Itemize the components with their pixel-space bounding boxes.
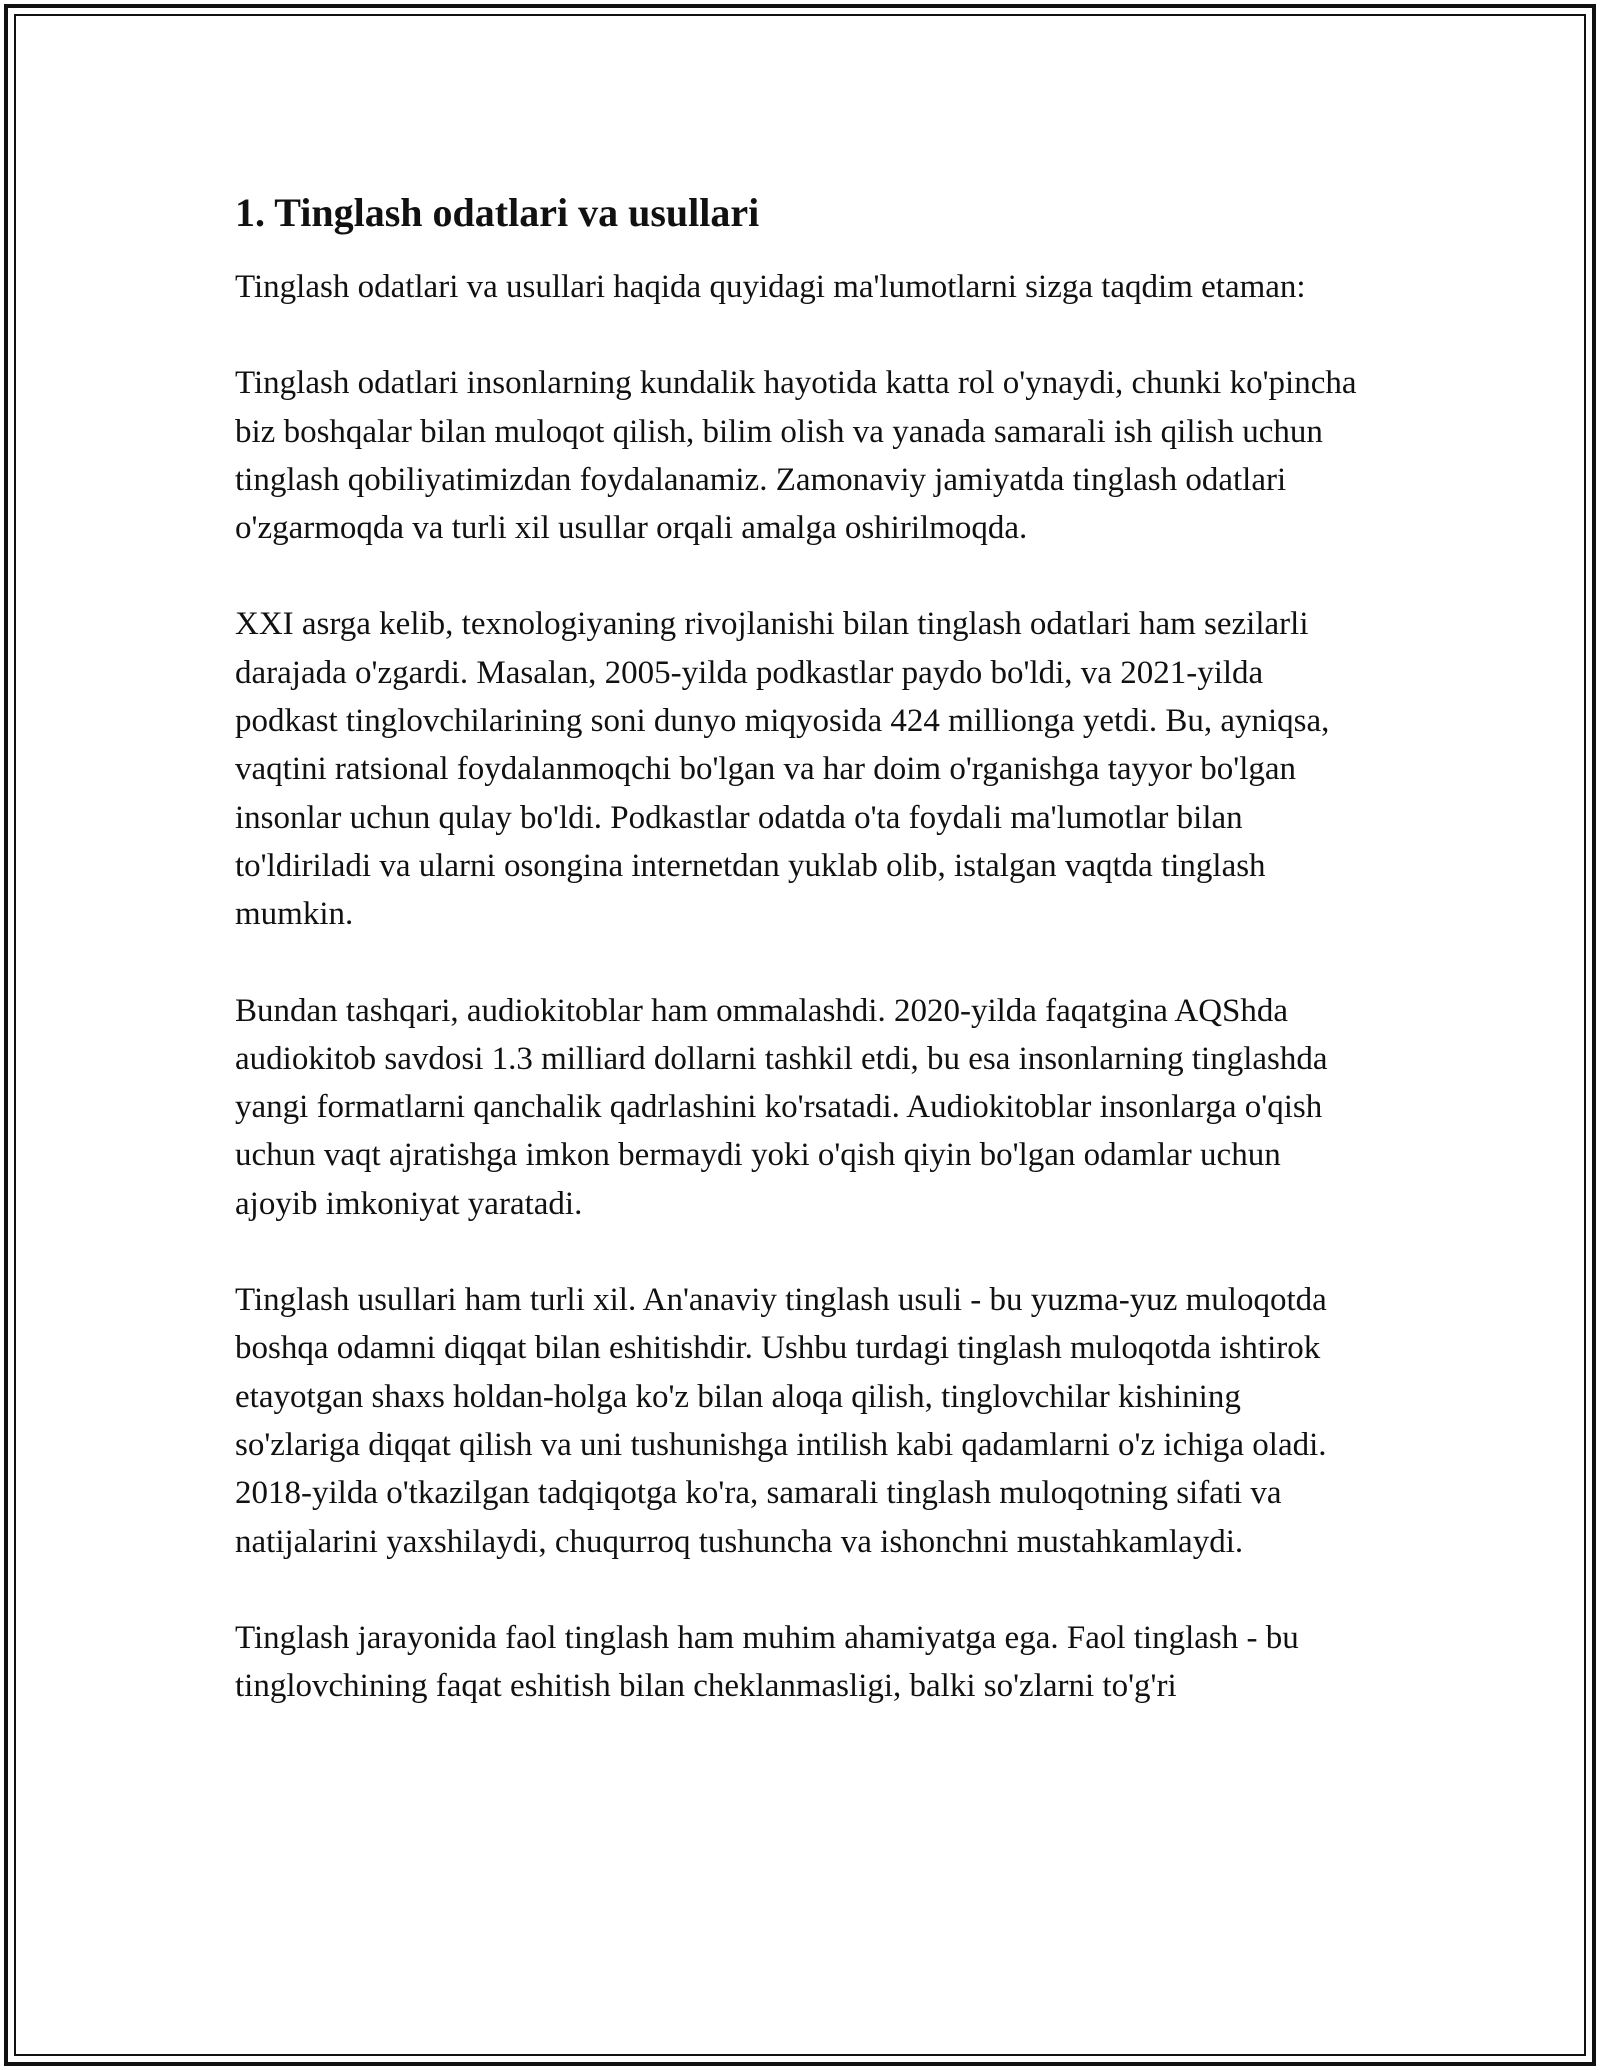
paragraph-active-listening: Tinglash jarayonida faol tinglash ham muhim ahamiyatga ega. Faol tinglash - bu tinglovchining faqat eshitish bilan cheklanmasligi, balki so'zlarni to'g'ri: [235, 1619, 1299, 1705]
paragraph-listening-methods: Tinglash usullari ham turli xil. An'anaviy tinglash usuli - bu yuzma-yuz muloqotda boshqa odamni diqqat bilan eshitishdir. Ushbu turdagi tinglash muloqotda ishtirok etayotgan shaxs holdan-holga ko'z bilan aloqa qilish, tinglovchilar kishining so'zlariga diqqat qilish va uni tushunishga intilish kabi qadamlarni o'z ichiga oladi. 2018-yilda o'tkazilgan tadqiqotga ko'ra, samarali tinglash muloqotning sifati va natijalarini yaxshilaydi, chuqurroq tushuncha va ishonchni mustahkamlaydi.: [235, 1282, 1327, 1560]
paragraph-audiobooks: Bundan tashqari, audiokitoblar ham ommalashdi. 2020-yilda faqatgina AQShda audiokitob savdosi 1.3 milliard dollarni tashkil etdi, bu esa insonlarning tinglashda yangi formatlarni qanchalik qadrlashini ko'rsatadi. Audiokitoblar insonlarga o'qish uchun vaqt ajratishga imkon bermaydi yoki o'qish qiyin bo'lgan odamlar uchun ajoyib imkoniyat yaratadi.: [235, 992, 1328, 1222]
paragraph-podcasts: XXI asrga kelib, texnologiyaning rivojlanishi bilan tinglash odatlari ham sezilarli darajada o'zgardi. Masalan, 2005-yilda podkastlar paydo bo'ldi, va 2021-yilda podkast tinglovchilarining soni dunyo miqyosida 424 millionga yetdi. Bu, ayniqsa, vaqtini ratsional foydalanmoqchi bo'lgan va har doim o'rganishga tayyor bo'lgan insonlar uchun qulay bo'ldi. Podkastlar odatda o'ta foydali ma'lumotlar bilan to'ldiriladi va ularni osongina internetdan yuklab olib, istalgan vaqtda tinglash mumkin.: [235, 606, 1330, 933]
section-heading: 1. Tinglash odatlari va usullari: [235, 190, 760, 235]
paragraph-intro: Tinglash odatlari va usullari haqida quyidagi ma'lumotlarni sizga taqdim etaman:: [235, 269, 1306, 305]
paragraph-listening-habits: Tinglash odatlari insonlarning kundalik hayotida katta rol o'ynaydi, chunki ko'pincha biz boshqalar bilan muloqot qilish, bilim olish va yanada samarali ish qilish uchun tinglash qobiliyatimizdan foydalanamiz. Zamonaviy jamiyatda tinglash odatlari o'zgarmoqda va turli xil usullar orqali amalga oshirilmoqda.: [235, 365, 1357, 547]
document-body: [235, 185, 1365, 1758]
